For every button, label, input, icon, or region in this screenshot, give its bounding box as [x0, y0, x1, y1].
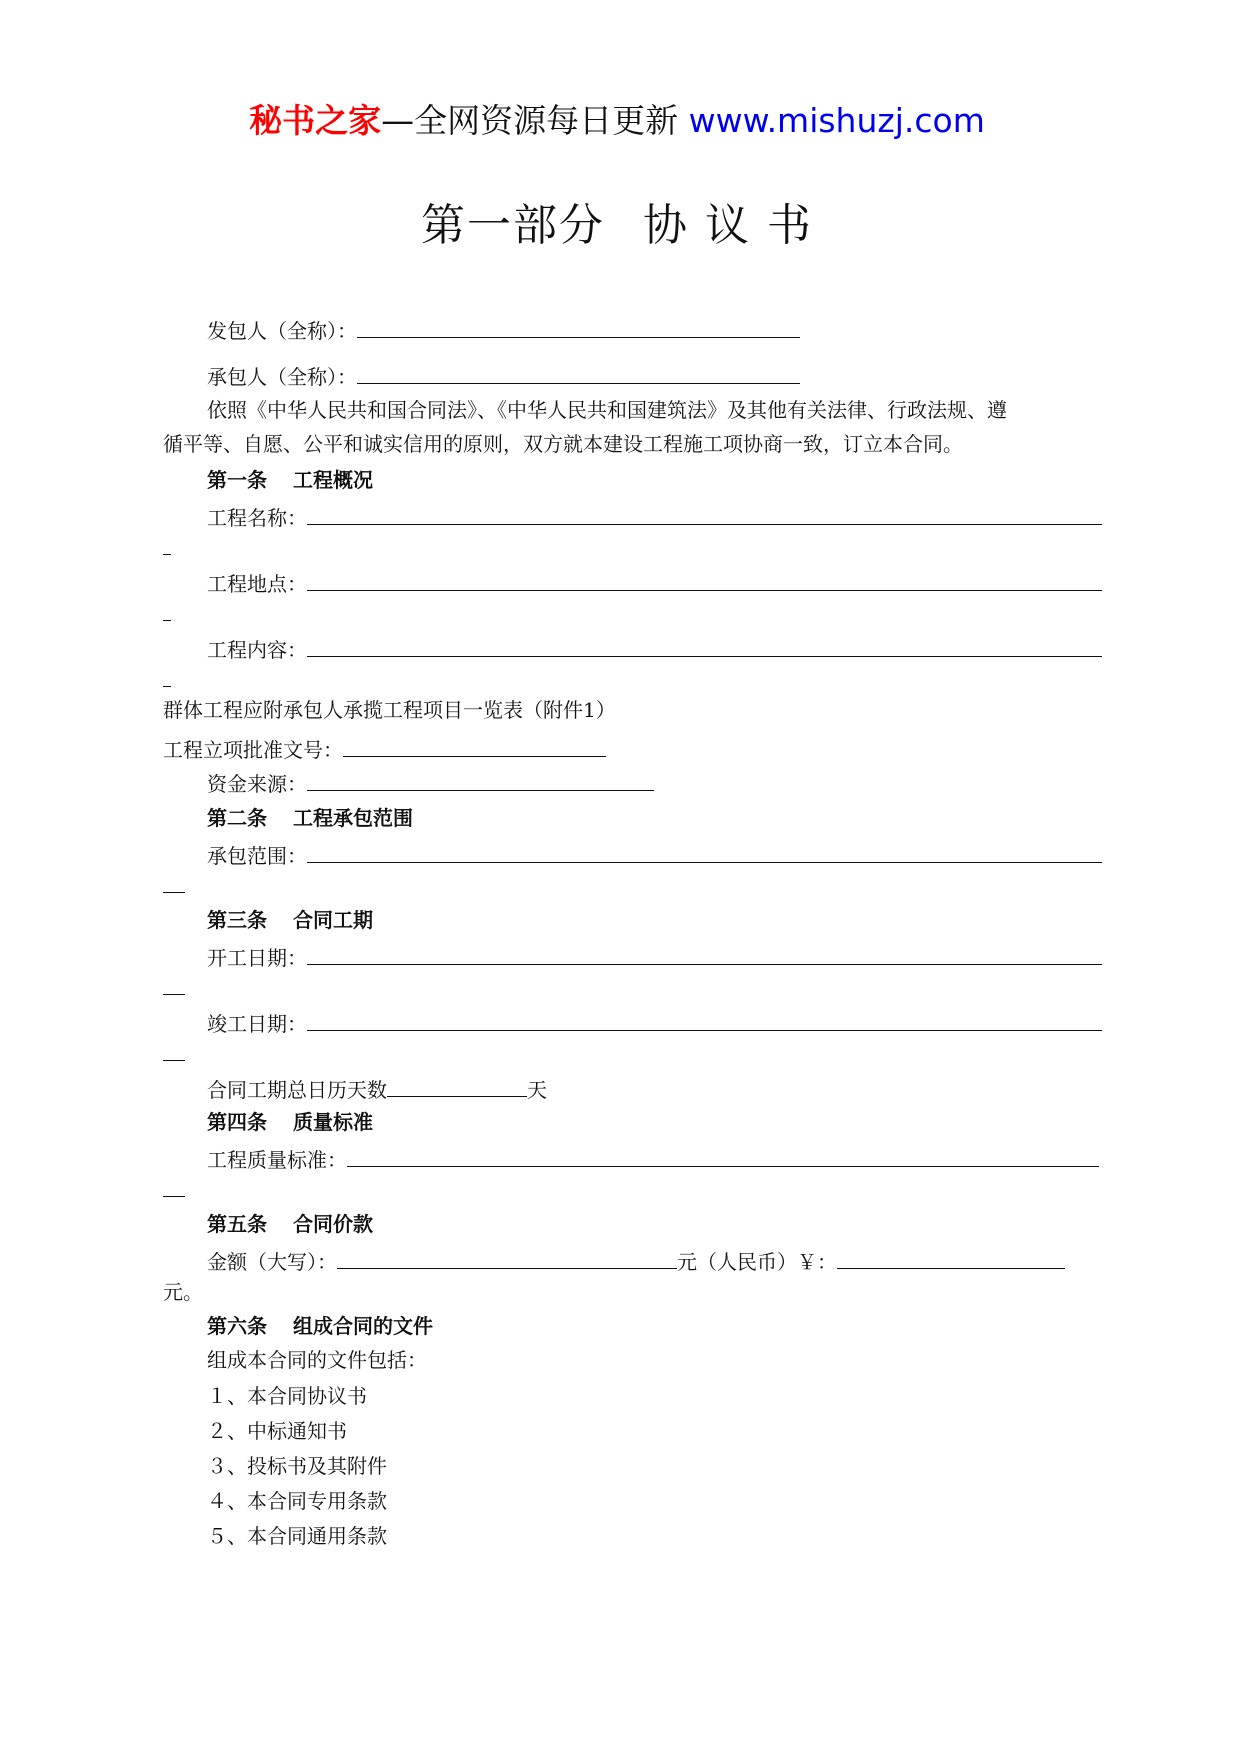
article-4-title: 质量标准 — [293, 1110, 373, 1134]
document-item: ３、投标书及其附件 — [207, 1454, 387, 1478]
project-location-field — [207, 570, 1102, 594]
article-5-heading — [207, 1214, 373, 1234]
completion-date-blank[interactable] — [307, 1010, 1102, 1031]
intro-line-2: 循平等、自愿、公平和诚实信用的原则，双方就本建设工程施工项协商一致，订立本合同。 — [163, 432, 963, 456]
contractor-blank[interactable] — [357, 363, 800, 384]
completion-date-field — [207, 1010, 1102, 1034]
amount-rmb-blank[interactable] — [837, 1248, 1065, 1269]
amount-rmb-label: 元（人民币）￥： — [677, 1250, 837, 1274]
start-date-overflow-dash — [163, 978, 185, 995]
contract-scope-field — [207, 842, 1102, 866]
article-1-title: 工程概况 — [293, 468, 373, 492]
start-date-blank[interactable] — [307, 944, 1102, 965]
project-content-overflow-dash — [163, 670, 171, 687]
title-name: 协 议 书 — [643, 200, 813, 251]
project-name-field — [207, 504, 1102, 528]
contractor-label: 承包人（全称）： — [207, 365, 357, 389]
contract-scope-overflow-dash — [163, 876, 185, 893]
funding-source-label: 资金来源： — [207, 772, 307, 796]
article-3-number: 第三条 — [207, 908, 267, 932]
contract-scope-overflow — [163, 876, 185, 896]
article-6-number: 第六条 — [207, 1314, 267, 1338]
project-content-label: 工程内容： — [207, 638, 307, 662]
article-6-heading — [207, 1316, 433, 1336]
funding-source-blank[interactable] — [307, 770, 654, 791]
project-location-blank[interactable] — [307, 570, 1102, 591]
title-part: 第一部分 — [421, 200, 605, 251]
amount-unit-end: 元。 — [163, 1280, 203, 1304]
article-5-number: 第五条 — [207, 1212, 267, 1236]
total-days-unit: 天 — [527, 1078, 547, 1102]
document-item: ２、中标通知书 — [207, 1419, 347, 1443]
funding-source-field — [207, 770, 654, 794]
contractor-field — [207, 363, 800, 387]
total-days-blank[interactable] — [387, 1076, 527, 1097]
approval-number-blank[interactable] — [343, 736, 606, 757]
project-content-field — [207, 636, 1102, 660]
project-name-label: 工程名称： — [207, 506, 307, 530]
document-item: １、本合同协议书 — [207, 1384, 367, 1408]
completion-date-overflow — [163, 1044, 185, 1064]
total-days-field — [207, 1076, 547, 1100]
quality-standard-overflow-dash — [163, 1180, 185, 1197]
total-days-label: 合同工期总日历天数 — [207, 1078, 387, 1102]
quality-standard-label: 工程质量标准： — [207, 1148, 347, 1172]
group-project-note: 群体工程应附承包人承揽工程项目一览表（附件1） — [163, 698, 616, 722]
project-location-overflow — [163, 604, 171, 624]
brand-name: 秘书之家 — [249, 101, 382, 140]
article-4-number: 第四条 — [207, 1110, 267, 1134]
project-location-overflow-dash — [163, 604, 171, 621]
amount-words-blank[interactable] — [337, 1248, 677, 1269]
amount-words-label: 金额（大写）： — [207, 1250, 337, 1274]
document-item: ５、本合同通用条款 — [207, 1524, 387, 1548]
approval-number-field — [163, 736, 606, 760]
article-2-number: 第二条 — [207, 806, 267, 830]
start-date-label: 开工日期： — [207, 946, 307, 970]
project-name-overflow-dash — [163, 538, 171, 555]
document-item: ４、本合同专用条款 — [207, 1489, 387, 1513]
article-5-title: 合同价款 — [293, 1212, 373, 1236]
site-url-link[interactable]: www.mishuzj.com — [688, 101, 985, 140]
project-name-blank[interactable] — [307, 504, 1102, 525]
article-4-heading — [207, 1112, 373, 1132]
employer-field — [207, 317, 800, 341]
intro-line-1: 依照《中华人民共和国合同法》、《中华人民共和国建筑法》及其他有关法律、行政法规、遵 — [207, 398, 1007, 422]
article-1-number: 第一条 — [207, 468, 267, 492]
employer-label: 发包人（全称）： — [207, 319, 357, 343]
project-location-label: 工程地点： — [207, 572, 307, 596]
start-date-overflow — [163, 978, 185, 998]
completion-date-overflow-dash — [163, 1044, 185, 1061]
employer-blank[interactable] — [357, 317, 800, 338]
start-date-field — [207, 944, 1102, 968]
article-1-heading — [207, 470, 373, 490]
banner-slogan: —全网资源每日更新 — [381, 101, 679, 140]
quality-standard-blank[interactable] — [347, 1146, 1099, 1167]
documents-intro: 组成本合同的文件包括： — [207, 1348, 427, 1372]
site-banner — [0, 101, 1234, 140]
article-3-title: 合同工期 — [293, 908, 373, 932]
page-title — [0, 200, 1234, 251]
article-2-heading — [207, 808, 413, 828]
article-2-title: 工程承包范围 — [293, 806, 413, 830]
contract-scope-blank[interactable] — [307, 842, 1102, 863]
article-3-heading — [207, 910, 373, 930]
quality-standard-overflow — [163, 1180, 185, 1200]
project-name-overflow — [163, 538, 171, 558]
article-6-title: 组成合同的文件 — [293, 1314, 433, 1338]
completion-date-label: 竣工日期： — [207, 1012, 307, 1036]
quality-standard-field — [207, 1146, 1099, 1170]
contract-price-field — [207, 1248, 1065, 1272]
approval-number-label: 工程立项批准文号： — [163, 738, 343, 762]
contract-scope-label: 承包范围： — [207, 844, 307, 868]
project-content-blank[interactable] — [307, 636, 1102, 657]
project-content-overflow — [163, 670, 171, 690]
